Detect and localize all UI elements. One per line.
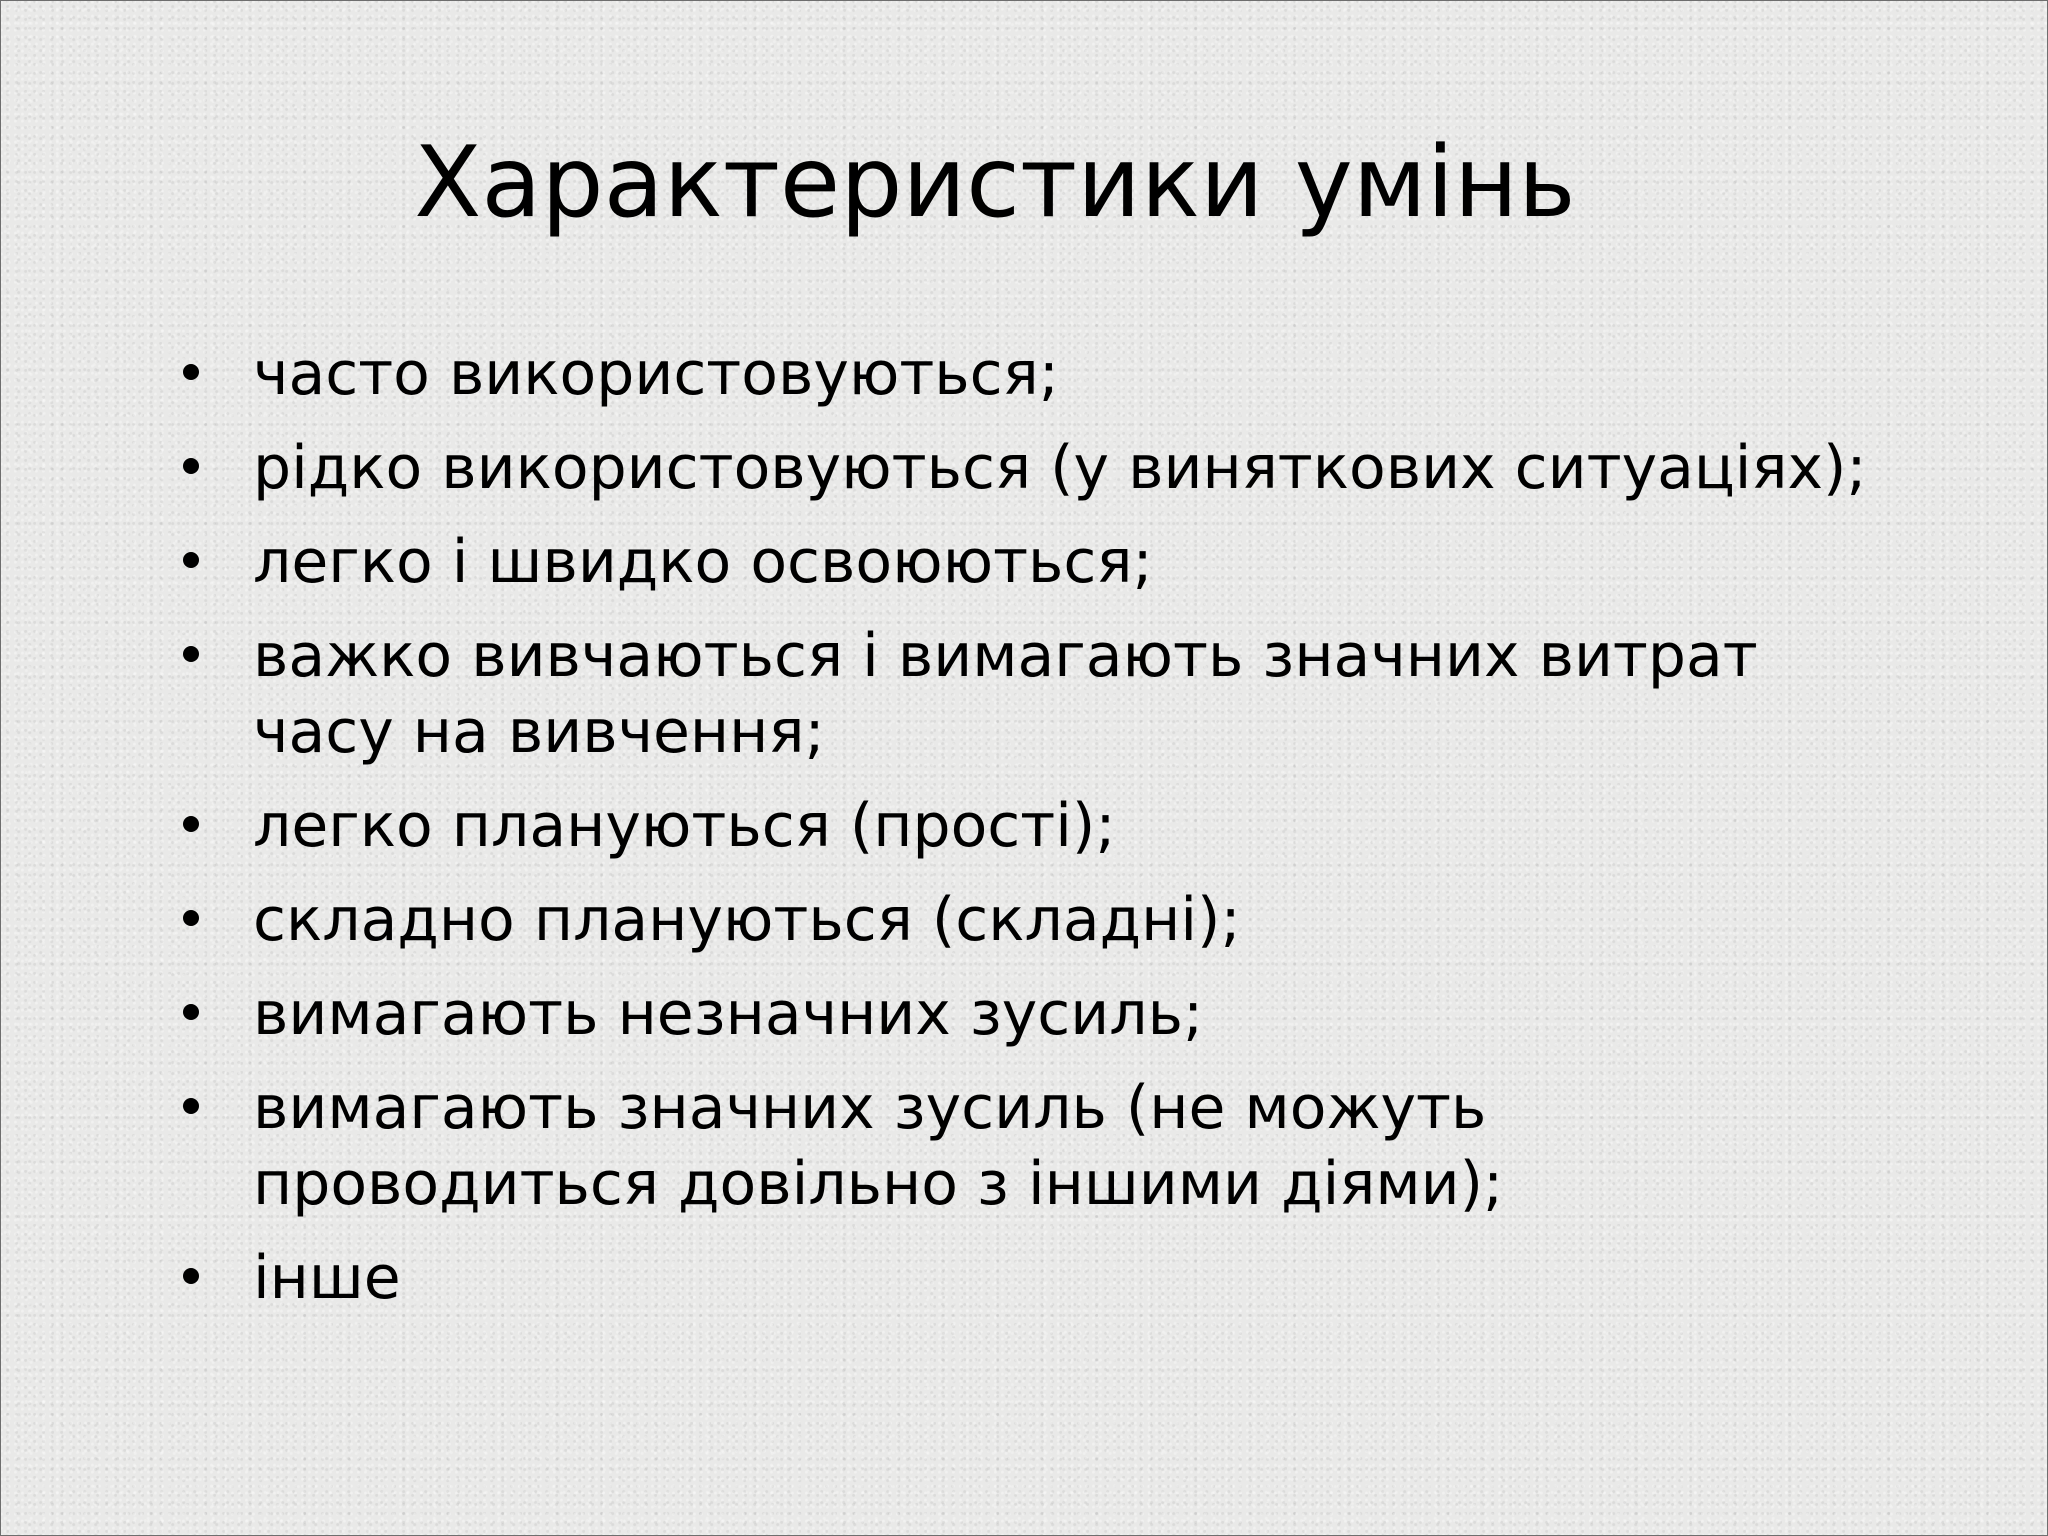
bullet-dot-icon <box>183 1098 199 1114</box>
list-item <box>173 1070 1733 1222</box>
bullet-text: легко плануються (прості); <box>253 791 1116 861</box>
bullet-dot-icon <box>183 1004 199 1020</box>
bullet-text: складно плануються (складні); <box>253 885 1241 955</box>
list-item <box>173 618 1813 770</box>
list-item <box>173 976 1973 1052</box>
bullet-dot-icon <box>183 646 199 662</box>
bullet-dot-icon <box>183 364 199 380</box>
bullet-text: важко вивчаються і вимагають значних витрат часу на вивчення; <box>253 621 1758 767</box>
bullet-dot-icon <box>183 910 199 926</box>
list-item <box>173 524 1973 600</box>
list-item <box>173 882 1973 958</box>
slide-title: Характеристики умінь <box>414 126 1576 240</box>
bullet-dot-icon <box>183 1268 199 1284</box>
bullet-text: вимагають незначних зусиль; <box>253 979 1204 1049</box>
list-item <box>173 430 1973 506</box>
bullet-dot-icon <box>183 552 199 568</box>
bullet-text: часто використовуються; <box>253 339 1059 409</box>
list-item <box>173 788 1973 864</box>
bullet-list <box>173 336 1973 1334</box>
bullet-text: легко і швидко освоюються; <box>253 527 1153 597</box>
bullet-text: інше <box>253 1243 401 1313</box>
bullet-dot-icon <box>183 816 199 832</box>
bullet-dot-icon <box>183 458 199 474</box>
bullet-text: рідко використовуються (у виняткових ситуаціях); <box>253 433 1867 503</box>
bullet-text: вимагають значних зусиль (не можуть проводиться довільно з іншими діями); <box>253 1073 1504 1219</box>
list-item <box>173 1240 1973 1316</box>
list-item <box>173 336 1973 412</box>
